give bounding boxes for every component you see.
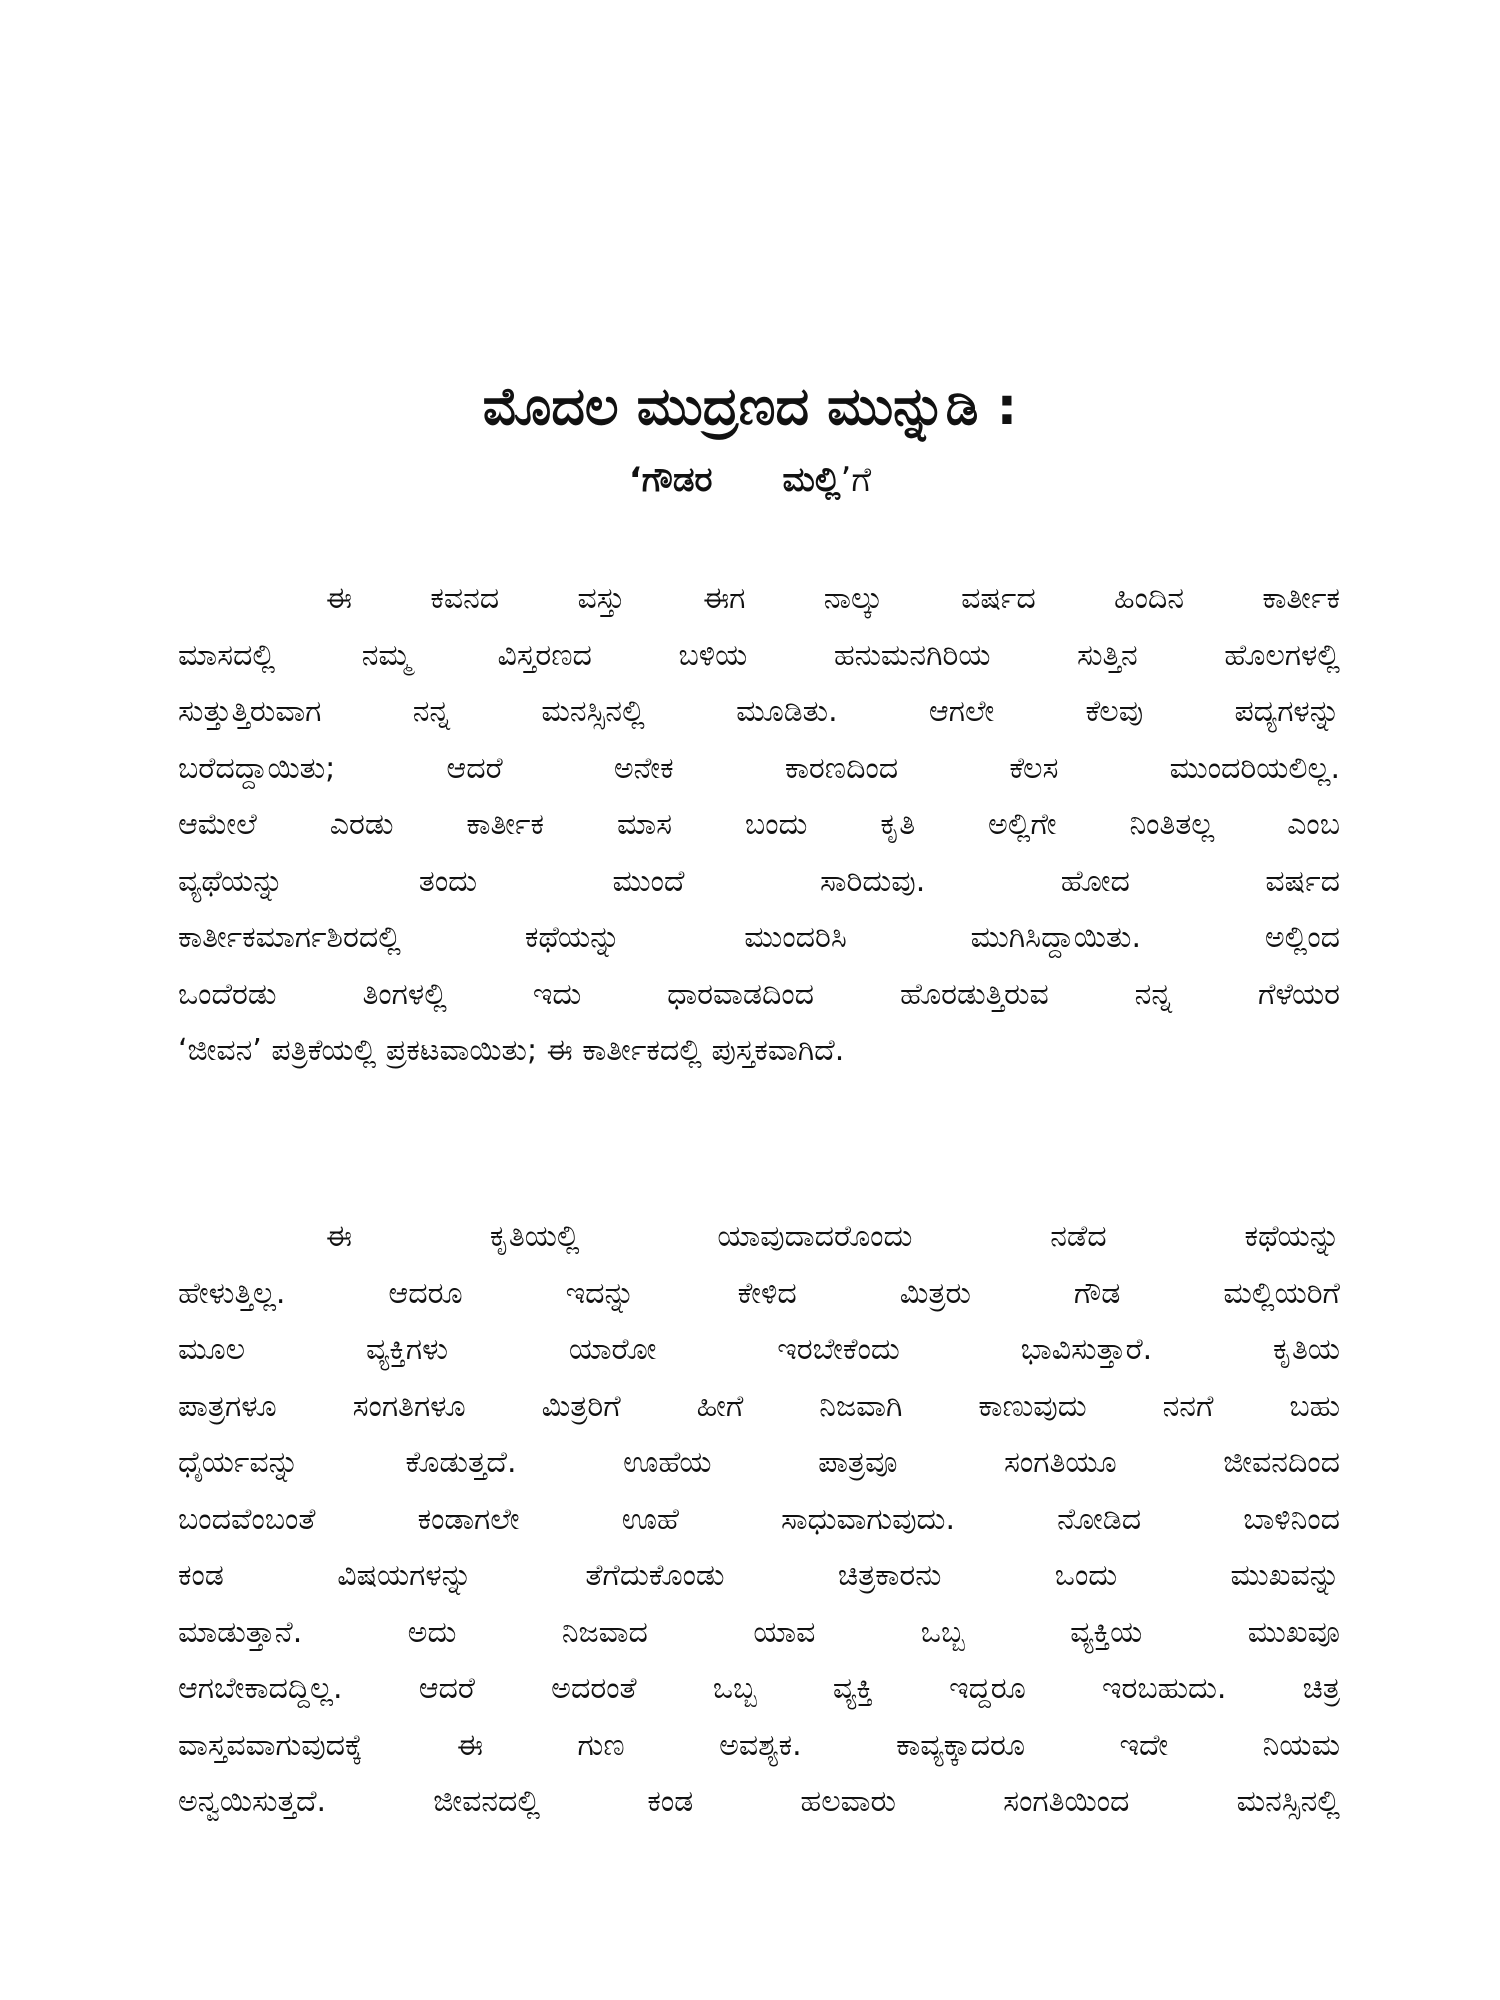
paragraph-line: ಸುತ್ತುತ್ತಿರುವಾಗ ನನ್ನ ಮನಸ್ಸಿನಲ್ಲಿ ಮೂಡಿತು. ಆಗಲೇ ಕೆಲವು ಪದ್ಯಗಳನ್ನು	[178, 694, 1340, 729]
paragraph-line: ವ್ಯಥೆಯನ್ನು ತಂದು ಮುಂದೆ ಸಾರಿದುವು. ಹೋದ ವರ್ಷದ	[178, 863, 1340, 899]
paragraph-line: ಹೇಳುತ್ತಿಲ್ಲ. ಆದರೂ ಇದನ್ನು ಕೇಳಿದ ಮಿತ್ರರು ಗೌಡ ಮಲ್ಲಿಯರಿಗೆ	[178, 1275, 1340, 1311]
page-subtitle	[0, 455, 1500, 505]
paragraph-line: ಆಮೇಲೆ ಎರಡು ಕಾರ್ತೀಕ ಮಾಸ ಬಂದು ಕೃತಿ ಅಲ್ಲಿಗೇ ನಿಂತಿತಲ್ಲ ಎಂಬ	[178, 807, 1340, 842]
paragraph-line: ಅನ್ವಯಿಸುತ್ತದೆ. ಜೀವನದಲ್ಲಿ ಕಂಡ ಹಲವಾರು ಸಂಗತಿಯಿಂದ ಮನಸ್ಸಿನಲ್ಲಿ	[178, 1784, 1340, 1819]
paragraph-line: ಒಂದೆರಡು ತಿಂಗಳಲ್ಲಿ ಇದು ಧಾರವಾಡದಿಂದ ಹೊರಡುತ್ತಿರುವ ನನ್ನ ಗೆಳೆಯರ	[178, 976, 1340, 1012]
paragraph-line: ಧೈರ್ಯವನ್ನು ಕೊಡುತ್ತದೆ. ಊಹೆಯ ಪಾತ್ರವೂ ಸಂಗತಿಯೂ ಜೀವನದಿಂದ	[178, 1445, 1340, 1480]
subtitle-part-2: ಮಲ್ಲಿ	[782, 460, 841, 500]
page-title: ಮೊದಲ ಮುದ್ರಣದ ಮುನ್ನುಡಿ :	[482, 377, 1018, 437]
paragraph-line: ಆಗಬೇಕಾದದ್ದಿಲ್ಲ. ಆದರೆ ಅದರಂತೆ ಒಬ್ಬ ವ್ಯಕ್ತಿ ಇದ್ದರೂ ಇರಬಹುದು. ಚಿತ್ರ	[178, 1671, 1340, 1706]
paragraph-line: ಈ ಕವನದ ವಸ್ತು ಈಗ ನಾಲ್ಕು ವರ್ಷದ ಹಿಂದಿನ ಕಾರ್ತೀಕ	[326, 581, 1340, 616]
paragraph-line: ಬಂದವೆಂಬಂತೆ ಕಂಡಾಗಲೇ ಊಹೆ ಸಾಧುವಾಗುವುದು. ನೋಡಿದ ಬಾಳಿನಿಂದ	[178, 1501, 1340, 1537]
paragraph-line: ಮಾಡುತ್ತಾನೆ. ಅದು ನಿಜವಾದ ಯಾವ ಒಬ್ಬ ವ್ಯಕ್ತಿಯ ಮುಖವೂ	[178, 1614, 1340, 1650]
paragraph-line: ಕಂಡ ವಿಷಯಗಳನ್ನು ತೆಗೆದುಕೊಂಡು ಚಿತ್ರಕಾರನು ಒಂದು ಮುಖವನ್ನು	[178, 1558, 1340, 1593]
paragraph-line: ‘ಜೀವನ’ ಪತ್ರಿಕೆಯಲ್ಲಿ ಪ್ರಕಟವಾಯಿತು; ಈ ಕಾರ್ತೀಕದಲ್ಲಿ ಪುಸ್ತಕವಾಗಿದೆ.	[178, 1033, 845, 1068]
paragraph-line: ವಾಸ್ತವವಾಗುವುದಕ್ಕೆ ಈ ಗುಣ ಅವಶ್ಯಕ. ಕಾವ್ಯಕ್ಕಾದರೂ ಇದೇ ನಿಯಮ	[178, 1727, 1340, 1763]
paragraph-line: ಬರೆದದ್ದಾಯಿತು; ಆದರೆ ಅನೇಕ ಕಾರಣದಿಂದ ಕೆಲಸ ಮುಂದರಿಯಲಿಲ್ಲ.	[178, 750, 1340, 786]
subtitle-part-1: ‘ಗೌಡರ	[628, 460, 713, 500]
paragraph-line: ಮಾಸದಲ್ಲಿ ನಮ್ಮ ವಿಸ್ತರಣದ ಬಳಿಯ ಹನುಮನಗಿರಿಯ ಸುತ್ತಿನ ಹೊಲಗಳಲ್ಲಿ	[178, 637, 1340, 673]
paragraph-line: ಮೂಲ ವ್ಯಕ್ತಿಗಳು ಯಾರೋ ಇರಬೇಕೆಂದು ಭಾವಿಸುತ್ತಾರೆ. ಕೃತಿಯ	[178, 1332, 1340, 1367]
paragraph-line: ಈ ಕೃತಿಯಲ್ಲಿ ಯಾವುದಾದರೊಂದು ನಡೆದ ಕಥೆಯನ್ನು	[326, 1219, 1340, 1254]
paragraph-2	[178, 1209, 1340, 1831]
paragraph-1	[178, 571, 1340, 1080]
paragraph-line: ಕಾರ್ತೀಕಮಾರ್ಗಶಿರದಲ್ಲಿ ಕಥೆಯನ್ನು ಮುಂದರಿಸಿ ಮುಗಿಸಿದ್ದಾಯಿತು. ಅಲ್ಲಿಂದ	[178, 920, 1340, 955]
subtitle-suffix: ’ಗೆ	[840, 460, 872, 500]
paragraph-line: ಪಾತ್ರಗಳೂ ಸಂಗತಿಗಳೂ ಮಿತ್ರರಿಗೆ ಹೀಗೆ ನಿಜವಾಗಿ ಕಾಣುವುದು ನನಗೆ ಬಹು	[178, 1388, 1340, 1424]
